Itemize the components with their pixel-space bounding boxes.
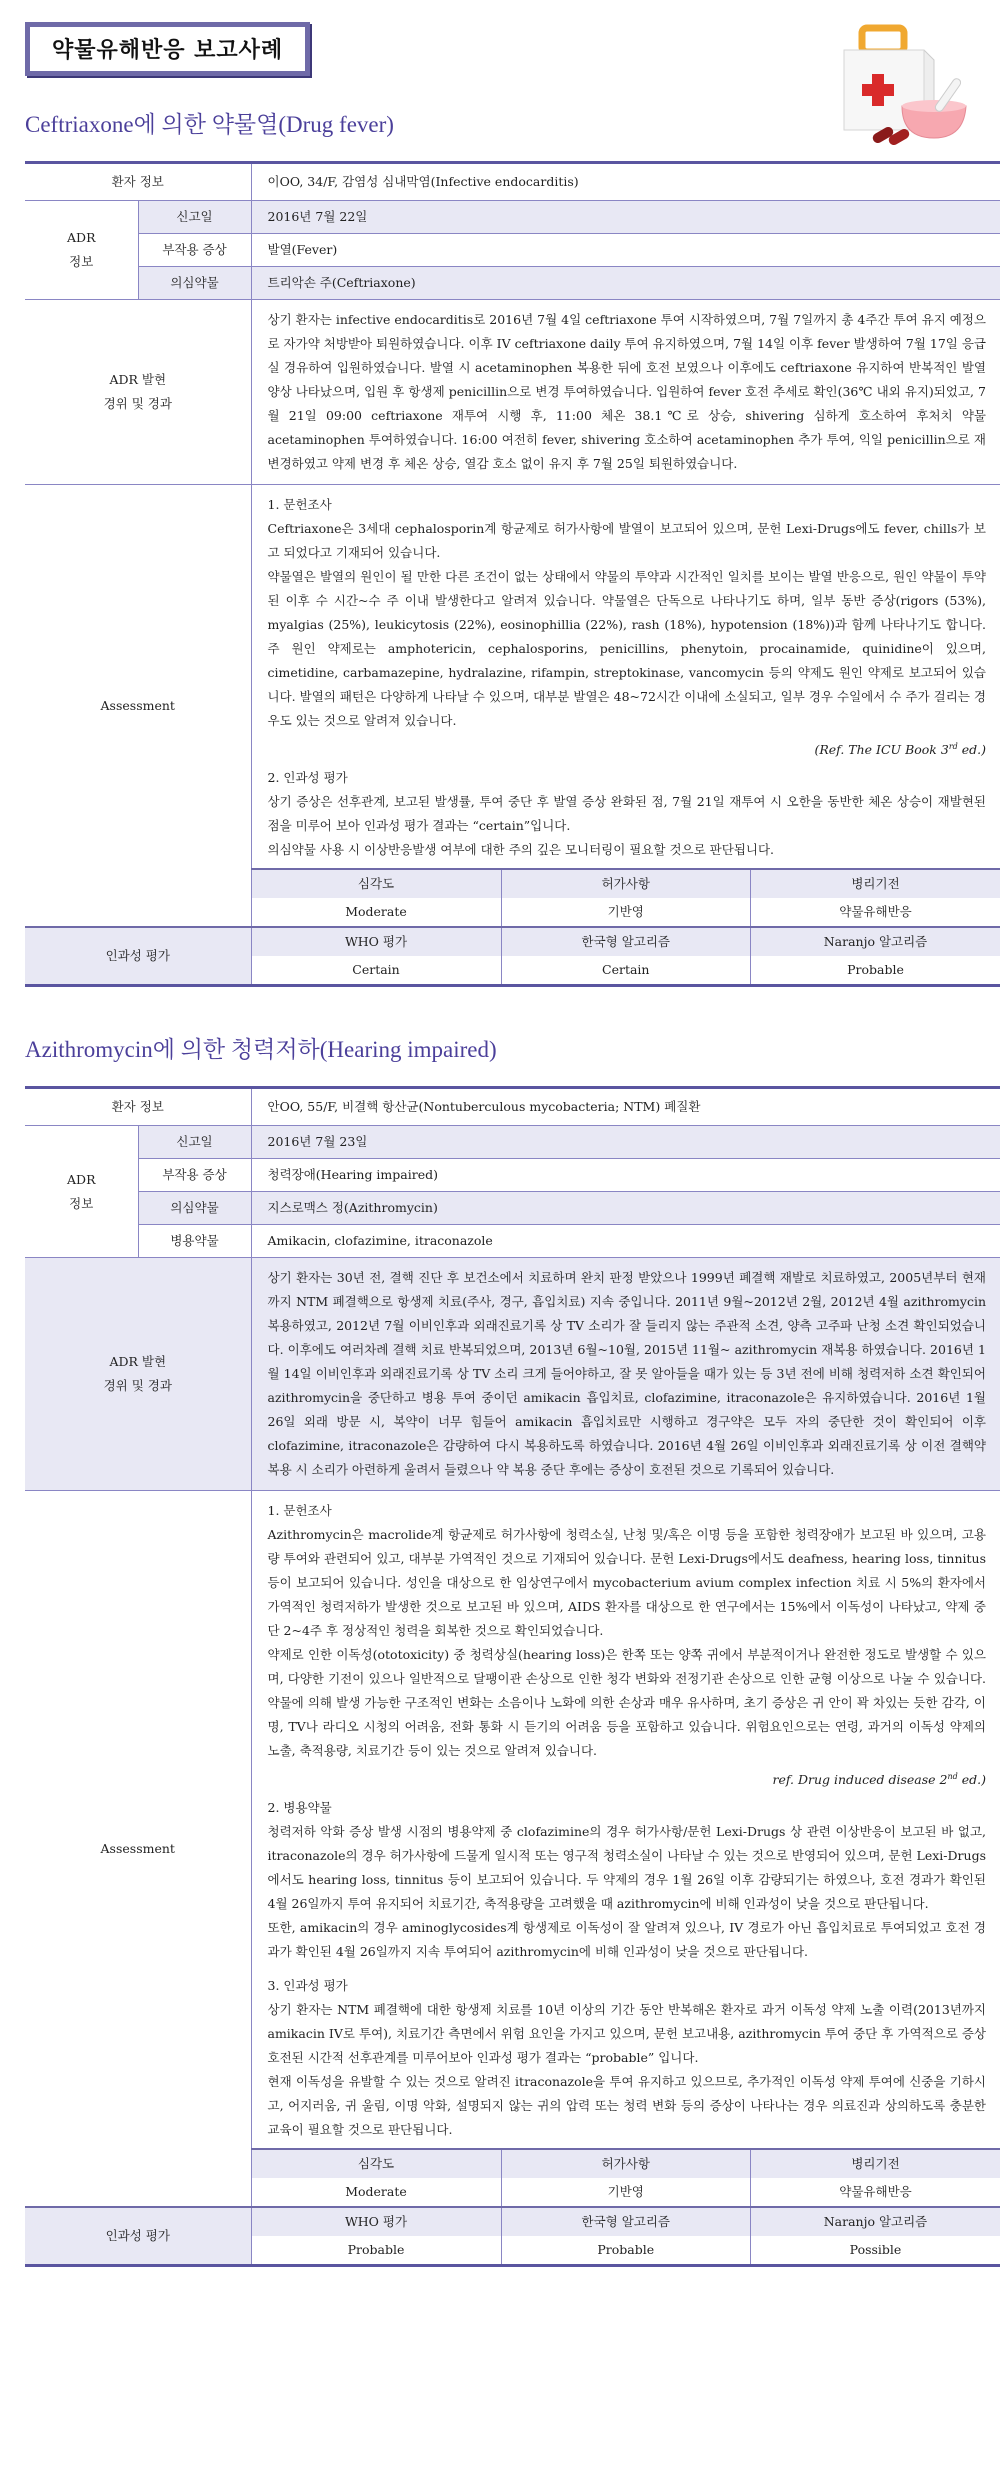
report-date-value: 2016년 7월 22일 [251,201,1000,234]
korean-algorithm-value: Certain [501,956,751,984]
causality-heading: 3. 인과성 평가 [267,1978,348,1994]
label-status-value: 기반영 [501,2178,751,2206]
medical-kit-icon [832,20,982,150]
korean-algorithm-value: Probable [501,2236,751,2264]
korean-algorithm-header: 한국형 알고리즘 [501,928,751,956]
report-date-label: 신고일 [138,1126,251,1159]
suspected-drug-value: 트리악손 주(Ceftriaxone) [251,267,1000,300]
causality-row [25,927,1000,986]
adr-row-symptom [25,234,1000,267]
concomitant-drugs-heading: 2. 병용약물 [267,1800,332,1816]
causality-heading: 2. 인과성 평가 [267,770,348,786]
causality-p1: 상기 증상은 선후관계, 보고된 발생률, 투여 중단 후 발열 증상 완화된 점, 7월 21일 재투여 시 오한을 동반한 체온 상승이 재발현된 점을 미루어 보아 인과성 평가 결과는 “certain”입니다. [267,794,986,834]
naranjo-value: Possible [751,2236,1000,2264]
adr-row-concomitant-drug [25,1225,1000,1258]
literature-review-p2: 약제로 인한 이독성(ototoxicity) 중 청력상실(hearing loss)은 한쪽 또는 양쪽 귀에서 부분적이거나 완전한 정도로 발생할 수 있으며, 다양한 기전이 있으나 일반적으로 달팽이관 손상으로 인한 청각 변화와 전정기관 손상으로 인한 균형 이상으로 나눌 수 있습니다. 약물에 의해 발생 가능한 구조적인 변화는 소음이나 노화에 의한 손상과 매우 유사하며, 초기 증상은 귀 안이 꽉 차있는 듯한 감각, 이명, TV나 라디오 시청의 어려움, 전화 통화 시 듣기의 어려움 등을 포함하고 있습니다. 위험요인으로는 연령, 과거의 이독성 약제의 노출, 축적용량, 치료기간 등이 있는 것으로 알려져 있습니다. [267,1647,986,1759]
adr-row-report-date [25,1126,1000,1159]
severity-value: Moderate [252,2178,502,2206]
causality-p1: 상기 환자는 NTM 폐결핵에 대한 항생제 치료를 10년 이상의 기간 동안 반복해온 환자로 과거 이독성 약제 노출 이력(2013년까지 amikacin IV로 투여), 치료기간 측면에서 위험 요인을 가지고 있으며, 문헌 보고내용, azithromycin 투여 중단 후 가역적으로 증상 호전된 시간적 선후관계를 미루어보아 인과성 평가 결과는 “probable” 입니다. [267,2002,986,2066]
severity-value: Moderate [252,898,502,926]
case-2-title: Azithromycin에 의한 청력저하(Hearing impaired) [25,1037,497,1063]
severity-grid [252,870,1000,926]
suspected-drug-label: 의심약물 [138,1192,251,1225]
suspected-drug-value: 지스로맥스 정(Azithromycin) [251,1192,1000,1225]
literature-review-p2: 약물열은 발열의 원인이 될 만한 다른 조건이 없는 상태에서 약물의 투약과 시간적인 일치를 보이는 발열 반응으로, 원인 약물이 투약된 이후 수 시간~수 주 이내 발생한다고 알려져 있습니다. 약물열은 단독으로 나타나기도 하며, 일부 동반 증상(rigors (53%), myalgias (25%), leukicytosis (22%), eosinophillia (22%), rash (18%), hypotension (18%))과 함께 나타나기도 합니다. 주 원인 약제로는 amphotericin, cephalosporins, penicillins, phenytoin, procainamide, quinidine이 있으며, cimetidine, carbamazepine, hydralazine, rifampin, streptokinase, vancomycin 등의 약제도 원인 약제로 보고되어 있습니다. 발열의 패턴은 다양하게 나타날 수 있으며, 대부분 발열은 48~72시간 이내에 소실되고, 일부 경우 수일에서 수 주가 걸리는 경우도 있는 것으로 알려져 있습니다. [267,569,986,728]
adr-info-label: ADR 정보 [25,201,138,300]
naranjo-header: Naranjo 알고리즘 [751,928,1000,956]
concomitant-drug-value: Amikacin, clofazimine, itraconazole [251,1225,1000,1258]
report-date-value: 2016년 7월 23일 [251,1126,1000,1159]
symptom-label: 부작용 증상 [138,234,251,267]
patient-info-value: 안OO, 55/F, 비결핵 항산균(Nontuberculous mycobacteria; NTM) 폐질환 [251,1088,1000,1126]
report-date-label: 신고일 [138,201,251,234]
patient-info-row [25,1088,1000,1126]
naranjo-value: Probable [751,956,1000,984]
adr-course-label: ADR 발현 경위 및 경과 [25,300,251,485]
assessment-row [25,1491,1000,2150]
causality-row [25,2207,1000,2266]
label-status-header: 허가사항 [501,2150,751,2178]
case-1-title: Ceftriaxone에 의한 약물열(Drug fever) [25,112,394,137]
mechanism-header: 병리기전 [751,870,1000,898]
adr-row-suspected-drug [25,1192,1000,1225]
assessment-row [25,485,1000,870]
assessment-label: Assessment [25,1491,251,2208]
literature-review-heading: 1. 문헌조사 [267,1503,332,1519]
patient-info-row [25,163,1000,201]
korean-algorithm-header: 한국형 알고리즘 [501,2208,751,2236]
label-status-header: 허가사항 [501,870,751,898]
suspected-drug-label: 의심약물 [138,267,251,300]
patient-info-label: 환자 정보 [25,1088,251,1126]
assessment-content [251,1491,1000,2150]
mechanism-value: 약물유해반응 [751,2178,1000,2206]
literature-review-p1: Azithromycin은 macrolide계 항균제로 허가사항에 청력소실, 난청 및/혹은 이명 등을 포함한 청력장애가 보고된 바 있으며, 고용량 투여와 관련되어 있고, 대부분 가역적인 것으로 기재되어 있습니다. 문헌 Lexi-Drugs에서도 deafness, hearing loss, tinnitus 등이 보고되어 있습니다. 성인을 대상으로 한 임상연구에서 mycobacterium avium complex infection 치료 시 5%의 환자에서 가역적인 청력저하가 발생한 것으로 보고된 바 있으며, AIDS 환자를 대상으로 한 연구에서는 15%에서 이독성이 나타났고, 약제 중단 2~4주 후 정상적인 청력을 회복한 것으로 확인되었습니다. [267,1527,987,1639]
symptom-label: 부작용 증상 [138,1159,251,1192]
literature-review-heading: 1. 문헌조사 [267,497,332,512]
case-2-table [25,1086,1000,2267]
who-value: Probable [252,2236,502,2264]
who-header: WHO 평가 [252,2208,502,2236]
reference-citation: ref. Drug induced disease 2nd ed.) [772,1772,986,1788]
patient-info-label: 환자 정보 [25,163,251,201]
adr-row-symptom [25,1159,1000,1192]
patient-info-value: 이OO, 34/F, 감염성 심내막염(Infective endocarditis) [251,163,1000,201]
symptom-value: 발열(Fever) [251,234,1000,267]
reference-citation: (Ref. The ICU Book 3rd ed.) [814,742,986,758]
assessment-content [251,485,1000,870]
adr-row-report-date [25,201,1000,234]
concomitant-drugs-p2: 또한, amikacin의 경우 aminoglycosides계 항생제로 이독성이 잘 알려져 있으나, IV 경로가 아닌 흡입치료로 투여되었고 호전 경과가 확인된 4월 26일까지 지속 투여되어 azithromycin에 비해 인과성이 낮을 것으로 판단됩니다. [267,1920,986,1960]
assessment-label: Assessment [25,485,251,928]
naranjo-header: Naranjo 알고리즘 [751,2208,1000,2236]
concomitant-drug-label: 병용약물 [138,1225,251,1258]
causality-grid [252,2208,1000,2264]
symptom-value: 청력장애(Hearing impaired) [251,1159,1000,1192]
causality-grid [252,928,1000,984]
literature-review-p1: Ceftriaxone은 3세대 cephalosporin계 항균제로 허가사항에 발열이 보고되어 있으며, 문헌 Lexi-Drugs에도 fever, chills가 보고 되었다고 기재되어 있습니다. [267,521,986,560]
adr-course-row [25,1258,1000,1491]
causality-label: 인과성 평가 [25,2207,251,2266]
adr-row-suspected-drug [25,267,1000,300]
adr-course-label: ADR 발현 경위 및 경과 [25,1258,251,1491]
severity-header: 심각도 [252,870,502,898]
who-header: WHO 평가 [252,928,502,956]
severity-header: 심각도 [252,2150,502,2178]
report-banner: 약물유해반응 보고사례 [25,22,310,76]
adr-info-label: ADR 정보 [25,1126,138,1258]
adr-course-text: 상기 환자는 30년 전, 결핵 진단 후 보건소에서 치료하며 완치 판정 받았으나 1999년 폐결핵 재발로 치료하였고, 2005년부터 현재까지 NTM 폐결핵으로 항생제 치료(주사, 경구, 흡입치료) 지속 중입니다. 2011년 9월~2012년 2월, 2012년 4월 azithromycin 복용하였고, 2012년 7월 이비인후과 외래진료기록 상 TV 소리가 잘 들리지 않는 주관적 소견, 양측 고주파 난청 소견 확인되었습니다. 이후에도 여러차례 결핵 치료 반복되었으며, 2013년 6월~10월, 2015년 11월~ azithromycin 재복용 하였습니다. 2016년 1월 14일 이비인후과 외래진료기록 상 TV 소리 크게 들어야하고, 잘 못 알아들을 때가 있는 등 3년 전에 비해 청력저하 소견 확인되어 azithromycin을 중단하고 병용 투여 중이던 amikacin 흡입치료, clofazimine, itraconazole은 유지하였습니다. 2016년 1월 26일 외래 방문 시, 복약이 너무 힘들어 amikacin 흡입치료만 시행하고 경구약은 모두 자의 중단한 것이 확인되어 이후 clofazimine, itraconazole은 감량하여 다시 복용하도록 하였습니다. 2016년 4월 26일 이비인후과 외래진료기록 상 이전 결핵약 복용 시 소리가 아련하게 울려서 들렸으나 약 복용 중단 후에는 증상이 호전된 것으로 기록되어 있습니다. [267,1270,986,1478]
adr-course-text: 상기 환자는 infective endocarditis로 2016년 7월 4일 ceftriaxone 투여 시작하였으며, 7월 7일까지 총 4주간 투여 유지 예정으로 자가약 처방받아 퇴원하였습니다. 이후 IV ceftriaxone daily 투여 유지하였으며, 7월 14일 이후 fever 발생하여 7월 17일 응급실 경유하여 입원하였습니다. 발열 시 acetaminophen 복용한 뒤에 호전 보였으나 이후에도 ceftriaxone 유지하여 반복적인 발열 양상 나타났으며, 입원 후 항생제 penicillin으로 변경 투여하였습니다. 입원하여 fever 호전 추세로 확인(36℃ 내외 유지)되었고, 7월 21일 09:00 ceftriaxone 재투여 시행 후, 11:00 체온 38.1℃로 상승, shivering 심하게 호소하여 후처치 약물 acetaminophen 투여하였습니다. 16:00 여전히 fever, shivering 호소하여 acetaminophen 추가 투여, 익일 penicillin으로 재변경하였고 약제 변경 후 체온 상승, 열감 호소 없이 유지 후 7월 25일 퇴원하였습니다. [267,312,986,471]
case-1-table [25,161,1000,987]
causality-label: 인과성 평가 [25,927,251,986]
causality-p2: 의심약물 사용 시 이상반응발생 여부에 대한 주의 깊은 모니터링이 필요할 것으로 판단됩니다. [267,842,775,858]
mechanism-value: 약물유해반응 [751,898,1000,926]
mechanism-header: 병리기전 [751,2150,1000,2178]
concomitant-drugs-p1: 청력저하 악화 증상 발생 시점의 병용약제 중 clofazimine의 경우 허가사항/문헌 Lexi-Drugs 상 관련 이상반응이 보고된 바 없고, itraconazole의 경우 허가사항에 드물게 일시적 또는 영구적 청력소실이 나타날 수 있는 것으로 반영되어 있으며, 문헌 Lexi-Drugs에서도 hearing loss, tinnitus 등이 보고되어 있습니다. 두 약제의 경우 1월 26일 이후 감량되기는 하였으나, 호전 경과가 확인된 4월 26일까지 투여 유지되어 치료기간, 축적용량을 고려했을 때 azithromycin에 비해 인과성이 낮을 것으로 판단됩니다. [267,1824,986,1912]
label-status-value: 기반영 [501,898,751,926]
causality-p2: 현재 이독성을 유발할 수 있는 것으로 알려진 itraconazole을 투여 유지하고 있으므로, 추가적인 이독성 약제 투여에 신중을 기하시고, 어지러움, 귀 울림, 이명 악화, 설명되지 않는 귀의 압력 또는 청력 변화 등의 증상이 나타나는 경우 의료진과 상의하도록 충분한 교육이 필요할 것으로 판단됩니다. [267,2074,986,2138]
who-value: Certain [252,956,502,984]
severity-grid [252,2150,1000,2206]
adr-course-row [25,300,1000,485]
